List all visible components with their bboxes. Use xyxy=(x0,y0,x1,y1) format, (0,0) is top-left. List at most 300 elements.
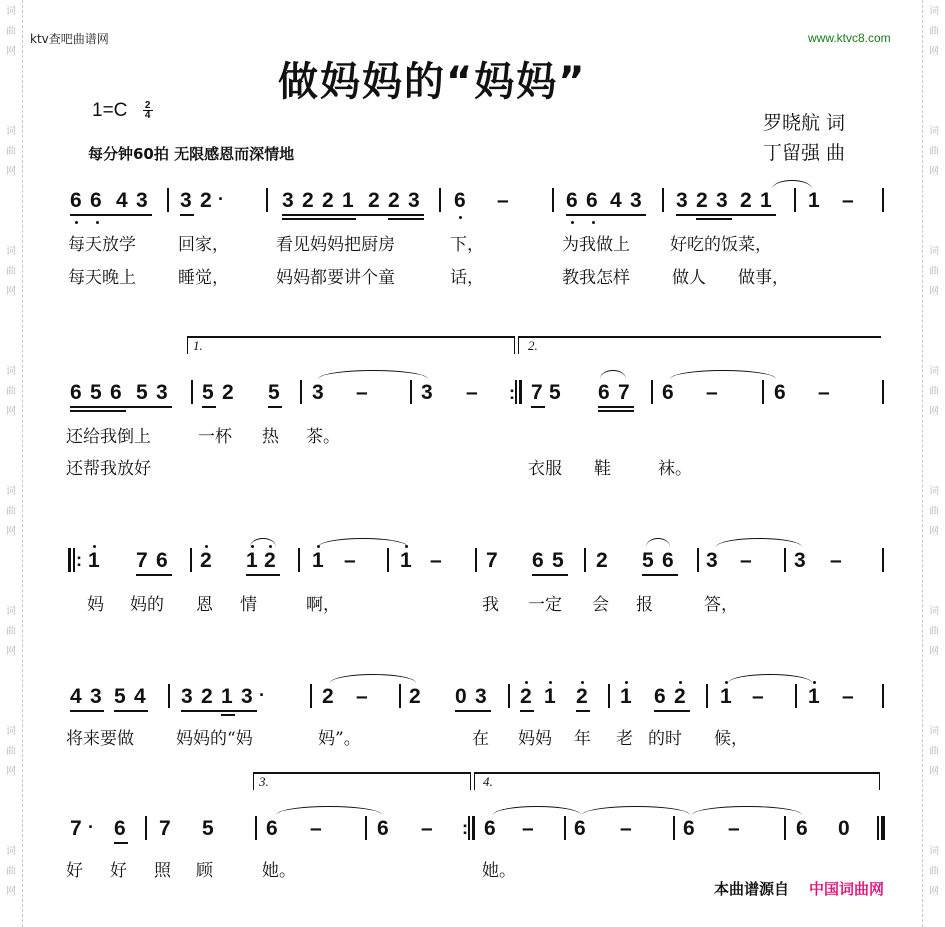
lyric: 茶。 xyxy=(306,427,340,447)
watermark-char: 曲 xyxy=(6,146,16,157)
note: 3 xyxy=(241,685,253,708)
tie xyxy=(318,370,428,379)
underline xyxy=(282,214,424,216)
note: 1 xyxy=(544,685,556,708)
watermark-char: 曲 xyxy=(6,386,16,397)
watermark-char: 网 xyxy=(6,406,16,417)
tempo-marking: 每分钟60拍 无限感恩而深情地 xyxy=(88,145,295,163)
note: 4 xyxy=(134,685,146,708)
watermark-char: 曲 xyxy=(929,746,939,757)
barline xyxy=(475,548,477,572)
lyric: 一定 xyxy=(528,595,562,615)
note: 6 xyxy=(796,817,808,840)
note: 3 xyxy=(794,549,806,572)
barline xyxy=(167,188,169,212)
note: 5 xyxy=(268,381,280,404)
repeat-start-barline xyxy=(73,548,75,572)
high-octave-dot xyxy=(405,545,408,548)
watermark-char: 词 xyxy=(929,6,939,17)
watermark-char: 网 xyxy=(6,46,16,57)
watermark-char: 网 xyxy=(6,166,16,177)
note: 7 xyxy=(618,381,630,404)
note: 2 xyxy=(520,685,532,708)
volta-bracket-3 xyxy=(253,772,471,790)
lyric: 妈 xyxy=(87,595,104,615)
watermark-char: 网 xyxy=(929,166,939,177)
lyric: 每天放学 xyxy=(68,235,136,255)
barline xyxy=(168,684,170,708)
left-watermark-strip xyxy=(0,0,23,927)
lyric: 候， xyxy=(714,729,748,749)
note: 6 xyxy=(566,189,578,212)
note: 1 xyxy=(760,189,772,212)
note: 5 xyxy=(136,381,148,404)
underline xyxy=(576,710,590,712)
watermark-char: 网 xyxy=(6,886,16,897)
volta-bracket-1 xyxy=(187,336,515,354)
lyric: 妈妈都要讲个童 xyxy=(276,268,395,288)
underline-double xyxy=(282,218,356,220)
underline xyxy=(114,842,128,844)
volta-label: 3. xyxy=(259,774,269,789)
repeat-end-barline-thick xyxy=(519,380,522,404)
high-octave-dot xyxy=(205,545,208,548)
augmentation-dot: · xyxy=(88,817,94,837)
barline xyxy=(784,816,786,840)
watermark-char: 网 xyxy=(6,286,16,297)
high-octave-dot xyxy=(549,681,552,684)
note: 7 xyxy=(531,381,543,404)
dash: – xyxy=(522,817,534,840)
note: 3 xyxy=(716,189,728,212)
underline xyxy=(181,710,257,712)
lyric: 她。 xyxy=(482,861,516,881)
repeat-end-barline-thick xyxy=(472,816,475,840)
low-octave-dot xyxy=(592,221,595,224)
barline xyxy=(882,684,884,708)
note: 5 xyxy=(549,381,561,404)
repeat-start-barline-thick xyxy=(68,548,71,572)
augmentation-dot: · xyxy=(259,685,265,705)
lyric: 啊， xyxy=(306,595,340,615)
barline xyxy=(794,188,796,212)
dash: – xyxy=(740,549,752,572)
lyric: 鞋 xyxy=(594,459,611,479)
underline xyxy=(598,406,634,408)
underline xyxy=(566,214,646,216)
source-site-link[interactable]: 中国词曲网 xyxy=(809,880,885,898)
note: 4 xyxy=(610,189,622,212)
note: 2 xyxy=(222,381,234,404)
watermark-char: 曲 xyxy=(929,26,939,37)
note: 2 xyxy=(596,549,608,572)
note: 0 xyxy=(455,685,467,708)
note: 6 xyxy=(70,189,82,212)
note: 3 xyxy=(180,189,192,212)
note: 2 xyxy=(388,189,400,212)
note: 1 xyxy=(246,549,258,572)
dash: – xyxy=(356,381,368,404)
note: 2 xyxy=(302,189,314,212)
lyric: 答， xyxy=(704,595,738,615)
underline xyxy=(676,214,776,216)
underline-double xyxy=(388,218,424,220)
lyric: 老 xyxy=(616,729,633,749)
lyric: 做事， xyxy=(738,268,789,288)
high-octave-dot xyxy=(725,681,728,684)
note: 2 xyxy=(740,189,752,212)
watermark-char: 词 xyxy=(929,726,939,737)
tie xyxy=(582,806,690,815)
underline-double xyxy=(598,410,634,412)
dash: – xyxy=(830,549,842,572)
barline xyxy=(365,816,367,840)
note: 6 xyxy=(110,381,122,404)
underline xyxy=(136,574,172,576)
watermark-char: 词 xyxy=(6,606,16,617)
note: 1 xyxy=(312,549,324,572)
underline-double xyxy=(696,218,732,220)
watermark-char: 曲 xyxy=(6,506,16,517)
barline xyxy=(882,380,884,404)
lyric: 在 xyxy=(472,729,489,749)
lyric: 恩 xyxy=(196,595,213,615)
note: 5 xyxy=(114,685,126,708)
underline xyxy=(268,406,282,408)
high-octave-dot xyxy=(251,545,254,548)
high-octave-dot xyxy=(679,681,682,684)
lyric: 热 xyxy=(262,427,279,447)
note: 6 xyxy=(586,189,598,212)
high-octave-dot xyxy=(813,681,816,684)
note: 6 xyxy=(266,817,278,840)
site-url-right: www.ktvc8.com xyxy=(808,31,891,45)
underline-double xyxy=(221,714,235,716)
low-octave-dot xyxy=(571,221,574,224)
watermark-char: 词 xyxy=(929,126,939,137)
note: 3 xyxy=(706,549,718,572)
note: 1 xyxy=(88,549,100,572)
watermark-char: 网 xyxy=(929,286,939,297)
watermark-char: 曲 xyxy=(929,866,939,877)
note: 2 xyxy=(200,189,212,212)
lyric: 做人 xyxy=(672,268,706,288)
underline xyxy=(531,406,545,408)
volta-bracket-2 xyxy=(518,336,881,354)
note: 2 xyxy=(201,685,213,708)
note: 3 xyxy=(181,685,193,708)
high-octave-dot xyxy=(625,681,628,684)
lyric: 将来要做 xyxy=(66,729,134,749)
repeat-dots: : xyxy=(509,383,515,403)
note: 1 xyxy=(400,549,412,572)
repeat-dots: : xyxy=(462,818,468,838)
watermark-char: 词 xyxy=(929,846,939,857)
lyric: 妈”。 xyxy=(318,729,361,749)
tie xyxy=(276,806,382,815)
lyric: 好 xyxy=(66,861,83,881)
lyric: 情 xyxy=(240,595,257,615)
note: 3 xyxy=(312,381,324,404)
dash: – xyxy=(620,817,632,840)
lyricist-credit: 罗晓航 词 xyxy=(763,112,846,134)
barline xyxy=(266,188,268,212)
watermark-char: 网 xyxy=(929,406,939,417)
slur xyxy=(600,370,626,379)
note: 1 xyxy=(808,189,820,212)
volta-bracket-4 xyxy=(474,772,880,790)
tie xyxy=(330,674,416,683)
barline xyxy=(564,816,566,840)
watermark-char: 曲 xyxy=(929,506,939,517)
source-label: 本曲谱源自 xyxy=(714,880,790,898)
low-octave-dot xyxy=(459,216,462,219)
dash: – xyxy=(842,189,854,212)
barline xyxy=(145,816,147,840)
dash: – xyxy=(728,817,740,840)
dash: – xyxy=(842,685,854,708)
note: 7 xyxy=(136,549,148,572)
watermark-char: 网 xyxy=(929,46,939,57)
dash: – xyxy=(356,685,368,708)
lyric: 报 xyxy=(636,595,653,615)
right-watermark-strip xyxy=(922,0,945,927)
barline xyxy=(387,548,389,572)
watermark-char: 曲 xyxy=(6,266,16,277)
barline xyxy=(310,684,312,708)
underline xyxy=(202,406,216,408)
lyric: 一杯 xyxy=(198,427,232,447)
note: 6 xyxy=(484,817,496,840)
high-octave-dot xyxy=(93,545,96,548)
high-octave-dot xyxy=(317,545,320,548)
low-octave-dot xyxy=(75,221,78,224)
watermark-char: 词 xyxy=(6,726,16,737)
low-octave-dot xyxy=(96,221,99,224)
barline xyxy=(255,816,257,840)
tie xyxy=(493,806,581,815)
note: 6 xyxy=(377,817,389,840)
watermark-char: 词 xyxy=(6,486,16,497)
watermark-char: 网 xyxy=(929,646,939,657)
composer-credit: 丁留强 曲 xyxy=(763,142,846,164)
note: 5 xyxy=(90,381,102,404)
barline xyxy=(300,380,302,404)
note: 6 xyxy=(662,549,674,572)
note: 4 xyxy=(70,685,82,708)
lyric: 还给我倒上 xyxy=(66,427,151,447)
watermark-char: 曲 xyxy=(6,746,16,757)
lyric: 还帮我放好 xyxy=(66,459,151,479)
note: 3 xyxy=(90,685,102,708)
watermark-char: 词 xyxy=(6,846,16,857)
lyric: 每天晚上 xyxy=(68,268,136,288)
high-octave-dot xyxy=(269,545,272,548)
note: 3 xyxy=(156,381,168,404)
underline xyxy=(114,710,148,712)
underline xyxy=(532,574,568,576)
note: 6 xyxy=(598,381,610,404)
lyric: 妈妈 xyxy=(518,729,552,749)
note: 2 xyxy=(264,549,276,572)
lyric: 她。 xyxy=(262,861,296,881)
note: 6 xyxy=(70,381,82,404)
watermark-char: 网 xyxy=(929,766,939,777)
lyric: 下， xyxy=(450,235,484,255)
dash: – xyxy=(430,549,442,572)
barline xyxy=(795,684,797,708)
watermark-char: 网 xyxy=(6,646,16,657)
note: 6 xyxy=(774,381,786,404)
note: 3 xyxy=(136,189,148,212)
dash: – xyxy=(752,685,764,708)
barline xyxy=(584,548,586,572)
note: 3 xyxy=(475,685,487,708)
watermark-char: 曲 xyxy=(6,26,16,37)
watermark-char: 词 xyxy=(929,486,939,497)
note: 1 xyxy=(221,685,233,708)
underline xyxy=(654,710,690,712)
note: 3 xyxy=(421,381,433,404)
note: 5 xyxy=(202,817,214,840)
barline xyxy=(191,380,193,404)
repeat-dots: : xyxy=(76,550,82,570)
barline xyxy=(784,548,786,572)
note: 1 xyxy=(808,685,820,708)
barline xyxy=(882,188,884,212)
dash: – xyxy=(818,381,830,404)
slur xyxy=(646,538,670,547)
note: 1 xyxy=(620,685,632,708)
dash: – xyxy=(706,381,718,404)
watermark-char: 曲 xyxy=(6,866,16,877)
note: 4 xyxy=(116,189,128,212)
lyric: 会 xyxy=(592,595,609,615)
source-credit xyxy=(714,878,884,899)
watermark-char: 曲 xyxy=(6,626,16,637)
note: 3 xyxy=(676,189,688,212)
barline xyxy=(410,380,412,404)
watermark-char: 词 xyxy=(6,366,16,377)
barline xyxy=(190,548,192,572)
time-signature: 2 4 xyxy=(143,101,153,120)
note: 6 xyxy=(683,817,695,840)
lyric: 睡觉， xyxy=(178,268,229,288)
barline xyxy=(552,188,554,212)
lyric: 话， xyxy=(450,268,484,288)
note: 5 xyxy=(202,381,214,404)
augmentation-dot: · xyxy=(218,189,224,209)
note: 6 xyxy=(156,549,168,572)
volta-label: 1. xyxy=(193,338,203,353)
note: 3 xyxy=(282,189,294,212)
note: 2 xyxy=(409,685,421,708)
underline xyxy=(70,214,152,216)
key-label: 1=C xyxy=(92,100,128,121)
underline xyxy=(520,710,534,712)
key-signature xyxy=(92,100,153,122)
watermark-char: 网 xyxy=(6,766,16,777)
note: 5 xyxy=(552,549,564,572)
lyric: 我 xyxy=(482,595,499,615)
watermark-char: 词 xyxy=(929,606,939,617)
barline xyxy=(697,548,699,572)
lyric: 教我怎样 xyxy=(562,268,630,288)
tie xyxy=(728,674,812,683)
note: 0 xyxy=(838,817,850,840)
watermark-char: 词 xyxy=(6,246,16,257)
lyric: 的时 xyxy=(648,729,682,749)
lyric: 妈的 xyxy=(130,595,164,615)
note: 7 xyxy=(70,817,82,840)
note: 3 xyxy=(408,189,420,212)
watermark-char: 网 xyxy=(929,526,939,537)
watermark-char: 词 xyxy=(929,366,939,377)
barline xyxy=(399,684,401,708)
note: 6 xyxy=(90,189,102,212)
underline xyxy=(455,710,491,712)
watermark-char: 曲 xyxy=(929,626,939,637)
barline xyxy=(762,380,764,404)
watermark-char: 词 xyxy=(6,6,16,17)
watermark-char: 曲 xyxy=(929,266,939,277)
tie xyxy=(772,180,812,189)
note: 2 xyxy=(200,549,212,572)
note: 6 xyxy=(662,381,674,404)
lyric: 袜。 xyxy=(658,459,692,479)
repeat-end-barline xyxy=(468,816,470,840)
tie xyxy=(692,806,802,815)
barline xyxy=(298,548,300,572)
note: 2 xyxy=(674,685,686,708)
volta-label: 2. xyxy=(528,338,538,353)
note: 5 xyxy=(642,549,654,572)
high-octave-dot xyxy=(525,681,528,684)
lyric: 衣服 xyxy=(528,459,562,479)
note: 6 xyxy=(454,189,466,212)
tie xyxy=(716,538,802,547)
watermark-char: 词 xyxy=(6,126,16,137)
underline-double xyxy=(70,410,126,412)
lyric: 好吃的饭菜， xyxy=(670,235,772,255)
underline xyxy=(70,406,172,408)
note: 2 xyxy=(322,685,334,708)
lyric: 看见妈妈把厨房 xyxy=(276,235,395,255)
lyric: 照 xyxy=(154,861,171,881)
barline xyxy=(662,188,664,212)
dash: – xyxy=(310,817,322,840)
note: 1 xyxy=(720,685,732,708)
dash: – xyxy=(421,817,433,840)
tie xyxy=(670,370,776,379)
dash: – xyxy=(466,381,478,404)
note: 7 xyxy=(486,549,498,572)
song-title: 做妈妈的“妈妈” xyxy=(278,59,587,105)
note: 2 xyxy=(696,189,708,212)
underline xyxy=(642,574,678,576)
site-name-left: ktv查吧曲谱网 xyxy=(30,32,109,46)
final-barline xyxy=(877,816,879,840)
watermark-char: 网 xyxy=(6,526,16,537)
final-barline-thick xyxy=(881,816,885,840)
note: 7 xyxy=(159,817,171,840)
note: 2 xyxy=(368,189,380,212)
underline xyxy=(246,574,280,576)
note: 6 xyxy=(532,549,544,572)
lyric: 年 xyxy=(574,729,591,749)
lyric: 回家， xyxy=(178,235,229,255)
watermark-char: 网 xyxy=(929,886,939,897)
